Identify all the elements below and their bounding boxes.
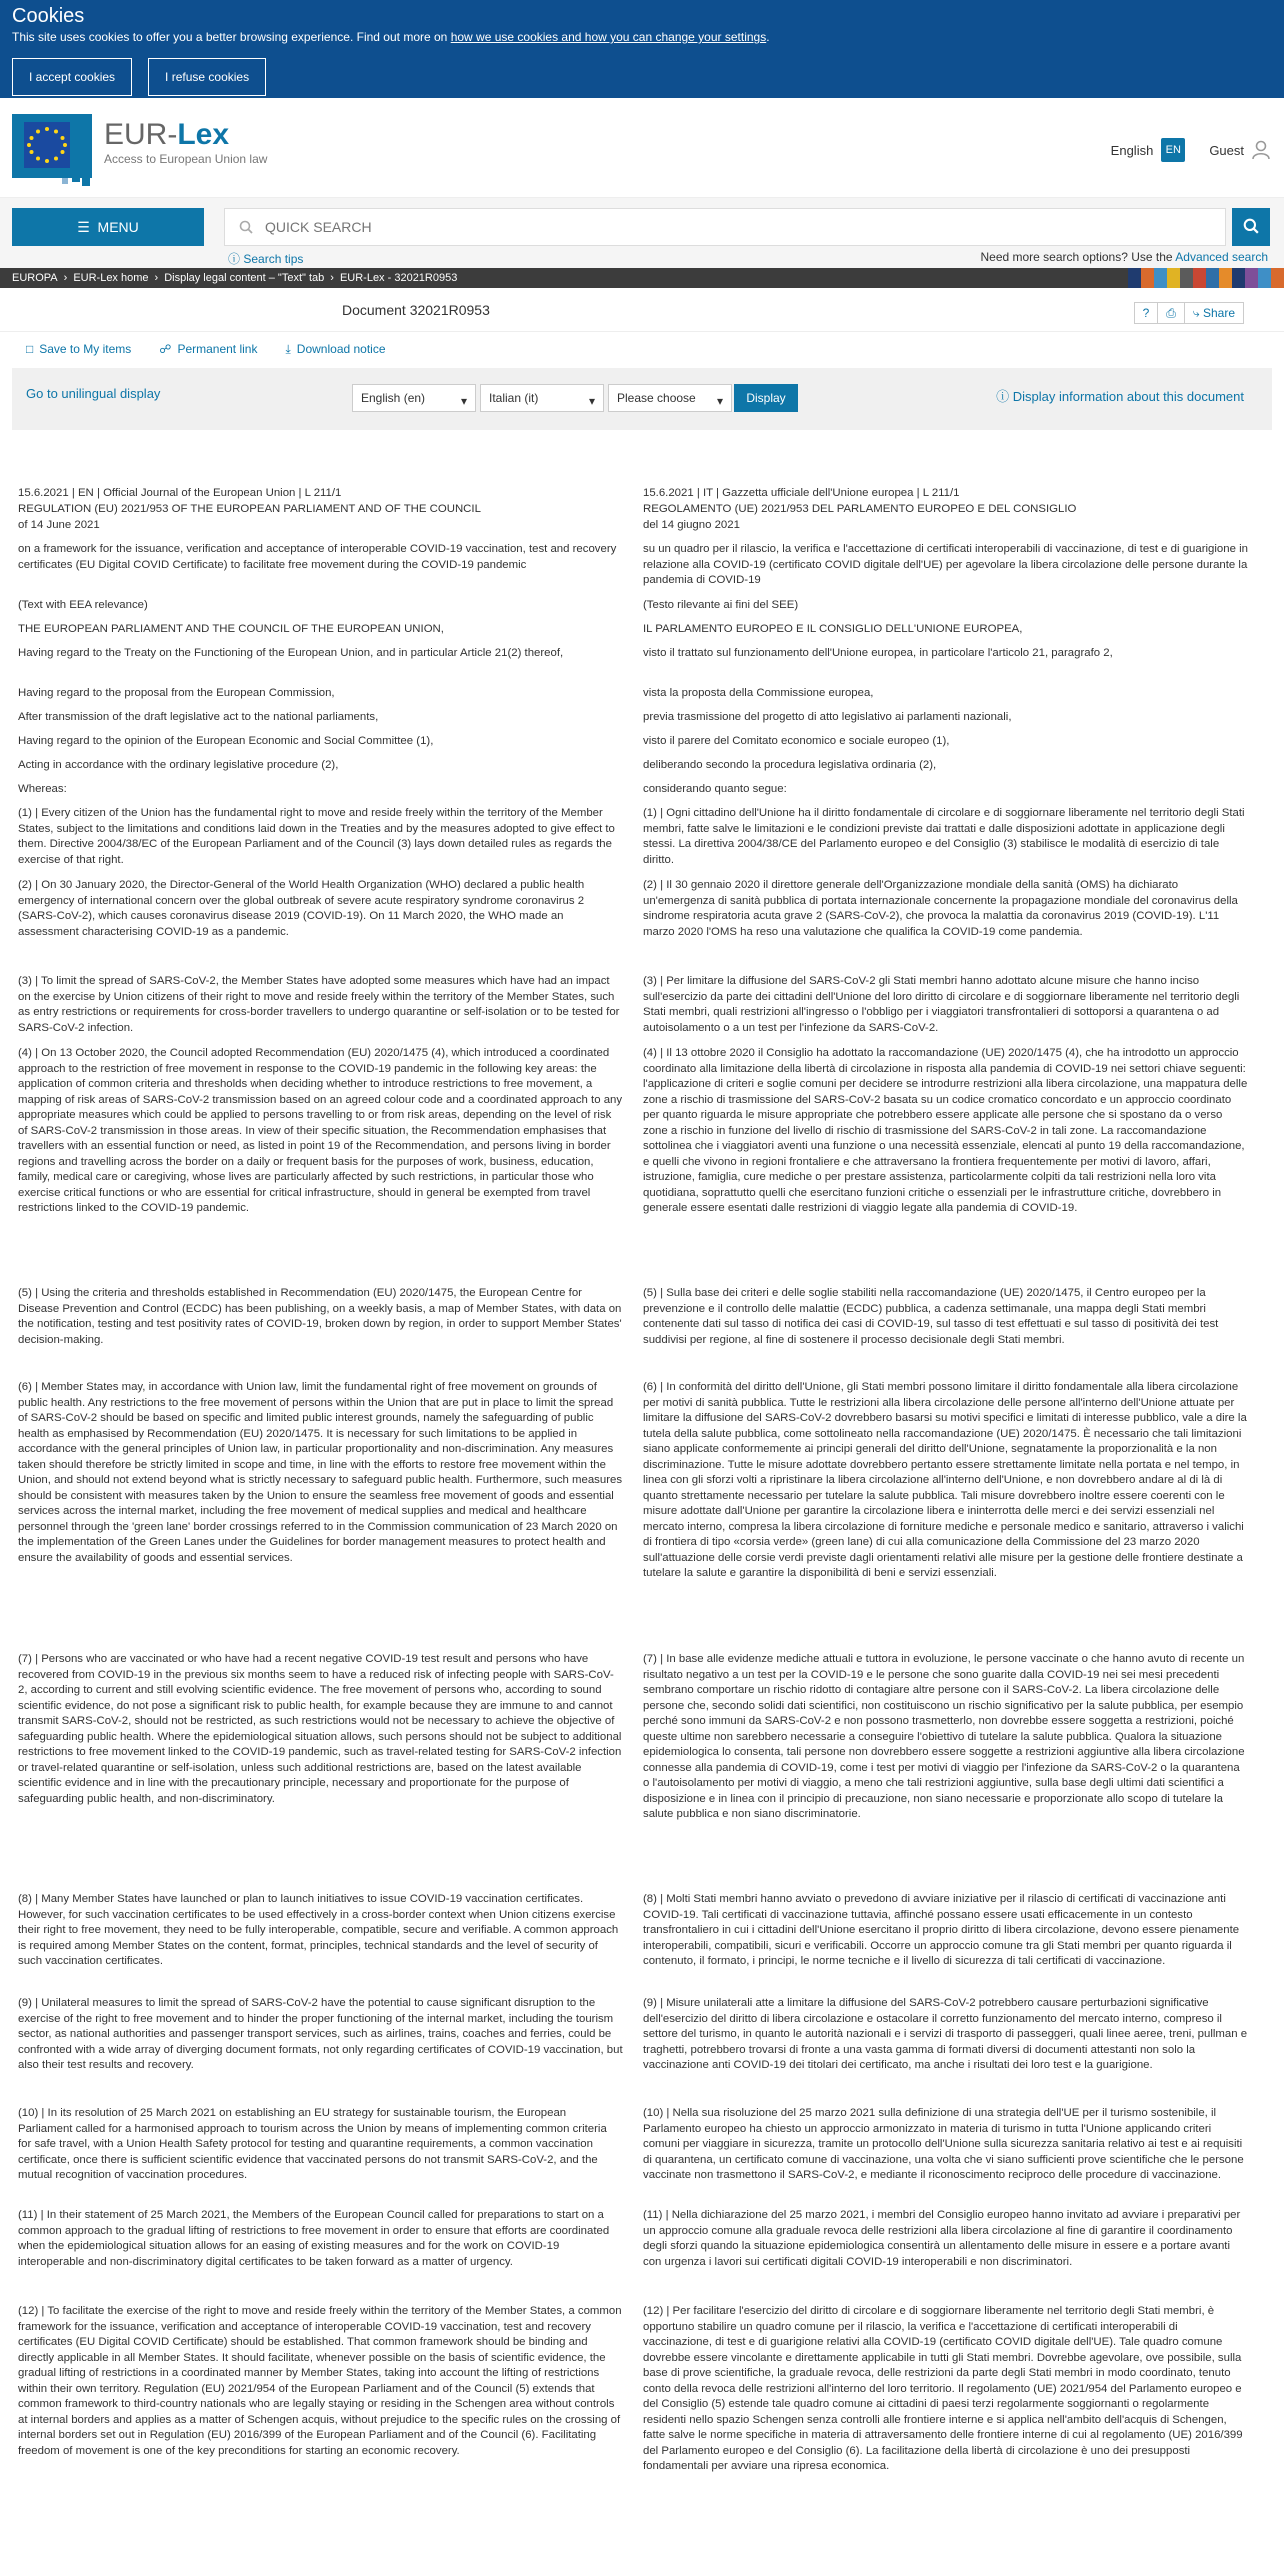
cookie-policy-link[interactable]: how we use cookies and how you can change your settings bbox=[450, 30, 767, 44]
print-icon: ⎙ bbox=[1166, 305, 1176, 320]
download-icon: ⤓ bbox=[285, 341, 291, 356]
eea-relevance-it: (Testo rilevante ai fini del SEE) bbox=[643, 599, 799, 611]
document-actions bbox=[0, 332, 1284, 366]
regulation-subject-it: su un quadro per il rilascio, la verifica e l'accettazione di certificati interoperabili di vaccinazione, di test e di guarigione in relazione alla COVID-19 (certificato COVID digitale dell'UE) per agevolare la libera circolazione delle persone durante la pandemia di COVID-19 bbox=[643, 543, 1248, 586]
recital-en: (10) | In its resolution of 25 March 2021 on establishing an EU strategy for sustainable tourism, the European Parliament called for a harmonised approach to tourism across the Union by means of implementing common criteria for safe travel, with a Union Health Safety protocol for testing and quarantine requirements, a common vaccination certificate, once there is sufficient scientific evidence that vaccinated persons do not transmit SARS-CoV-2, and the mutual recognition of vaccination procedures. bbox=[18, 2107, 607, 2181]
print-button[interactable] bbox=[1158, 302, 1185, 324]
refuse-cookies-button[interactable]: I refuse cookies bbox=[148, 58, 266, 96]
recital-it: (6) | In conformità del diritto dell'Unione, gli Stati membri possono limitare il diritto fondamentale alla libera circolazione per motivi di sanità pubblica. Tutte le restrizioni alla libera circolazione delle persone all'interno dell'Unione attuate per limitare la diffusione del SARS-CoV-2 dovrebbero basarsi su motivi specifici e limitati di interesse pubblico, vale a dire la tutela della salute pubblica, come sottolineato nella raccomandazione (UE) 2020/1475. È necessario che tali limitazioni siano applicate conformemente ai principi generali del diritto dell'Unione, segnatamente la proporzionalità e la non discriminazione. Tutte le misure adottate dovrebbero pertanto essere strettamente limitate nella portata e nel tempo, in linea con gli sforzi volti a ripristinare la libera circolazione all'interno dell'Unione, e non dovrebbero andare al di là di quanto strettamente necessario per tutelare la salute pubblica. Tali misure dovrebbero inoltre essere coerenti con le misure adottate dall'Unione per garantire la circolazione libera e ininterrotta delle merci e dei servizi essenziali nel mercato interno, compresa la libera circolazione di forniture mediche e personale medico e sanitario, attraverso i valichi di frontiera di tipo «corsia verde» (green lane) di cui alla comunicazione della Commissione del 23 marzo 2020 sull'attuazione delle corsie verdi previste dagli orientamenti relativi alle misure per la gestione delle frontiere destinate a tutelare la salute e garantire la disponibilità di beni e servizi essenziali. bbox=[643, 1381, 1247, 1579]
breadcrumb-item[interactable]: EUR-Lex home bbox=[73, 272, 149, 284]
regulation-title-it: REGOLAMENTO (UE) 2021/953 DEL PARLAMENTO EUROPEO E DEL CONSIGLIO bbox=[643, 503, 1077, 515]
info-icon: ⓘ bbox=[996, 389, 1010, 404]
cookie-banner bbox=[0, 0, 1284, 98]
language-code-badge[interactable]: EN bbox=[1161, 138, 1185, 162]
recital-en: (12) | To facilitate the exercise of the right to move and reside freely within the territory of the Member States, a common framework for the issuance, verification and acceptance of interoperable COVID-19 vaccination, test and recovery certificates (EU Digital COVID Certificate) should be established. That common framework should be binding and directly applicable in all Member States. It should facilitate, whenever possible on the basis of scientific evidence, the gradual lifting of restrictions in a coordinated manner by Member States, taking into account the lifting of restrictions within their own territory. Regulation (EU) 2021/954 of the European Parliament and of the Council (5) extends that common framework to third-country nationals who are legally staying or residing in the Schengen area without controls at internal borders and applies as a matter of Schengen acquis, without prejudice to the specific rules on the crossing of internal borders set out in Regulation (EU) 2016/399 of the European Parliament and of the Council (6). Facilitating freedom of movement is one of the key preconditions for starting an economic recovery. bbox=[18, 2305, 622, 2457]
recital-it: (5) | Sulla base dei criteri e delle soglie stabiliti nella raccomandazione (UE) 2020/1475, il Centro europeo per la prevenzione e il controllo delle malattie (ECDC) pubblica, a cadenza settimanale, una mappa degli Stati membri contenente dati sul tasso di notifica dei casi di COVID-19, sul tasso di test effettuati e sul tasso di positività dei test suddivisi per regione, al fine di sostenere il processo decisionale degli Stati membri. bbox=[643, 1287, 1219, 1346]
user-label[interactable]: Guest bbox=[1209, 142, 1244, 158]
oj-header-en: 15.6.2021 | EN | Official Journal of the European Union | L 211/1 bbox=[18, 487, 342, 499]
recital-en: (9) | Unilateral measures to limit the spread of SARS-CoV-2 have the potential to cause significant disruption to the exercise of the right to free movement and to hinder the proper functioning of the internal market, including the tourism sector, as national authorities and passenger transport services, such as airlines, trains, coaches and ferries, could be confronted with a wide array of diverging document formats, not only regarding certificates of COVID-19 vaccination, but also their test results and recovery. bbox=[18, 1997, 623, 2071]
citation-en: Having regard to the Treaty on the Functioning of the European Union, and in particular Article 21(2) thereof, bbox=[18, 647, 564, 659]
cookie-text: This site uses cookies to offer you a better browsing experience. Find out more on how we use cookies and how you can change your settings. bbox=[12, 30, 770, 44]
citation-en: Having regard to the opinion of the European Economic and Social Committee (1), bbox=[18, 735, 434, 747]
display-button[interactable]: Display bbox=[734, 384, 798, 412]
accept-cookies-button[interactable]: I accept cookies bbox=[12, 58, 132, 96]
regulation-date-it: del 14 giugno 2021 bbox=[643, 519, 740, 531]
permanent-link[interactable]: ☍ Permanent link bbox=[159, 342, 258, 356]
recital-en: (11) | In their statement of 25 March 2021, the Members of the European Council called for preparations to start on a common approach to the gradual lifting of restrictions to free movement in order to ensure that efforts are coordinated when the epidemiological situation allows for an easing of existing measures and for the work on COVID-19 interoperable and non-discriminatory digital certificates to be taken forward as a matter of urgency. bbox=[18, 2209, 610, 2268]
citation-it: deliberando secondo la procedura legislativa ordinaria (2), bbox=[643, 759, 937, 771]
bilingual-document-text bbox=[18, 486, 1268, 2524]
document-info-link[interactable]: ⓘ Display information about this document bbox=[996, 389, 1244, 404]
search-toolbar bbox=[0, 198, 1284, 268]
more-search-options: Need more search options? Use the Advanced search bbox=[980, 250, 1268, 264]
regulation-date-en: of 14 June 2021 bbox=[18, 519, 100, 531]
brand-name: EUR-Lex bbox=[104, 118, 230, 151]
menu-button[interactable]: ☰ MENU bbox=[12, 208, 204, 246]
user-icon[interactable] bbox=[1252, 140, 1270, 160]
recital-en: (1) | Every citizen of the Union has the fundamental right to move and reside freely within the territory of the Member States, subject to the limitations and conditions laid down in the Treaties and by the measures adopted to give effect to them. Directive 2004/38/EC of the European Parliament and of the Council (3) lays down detailed rules as regards the exercise of that right. bbox=[18, 807, 615, 866]
share-button[interactable]: ⤷ Share bbox=[1185, 302, 1244, 324]
recital-en: (7) | Persons who are vaccinated or who have had a recent negative COVID-19 test result and persons who have recovered from COVID-19 in the previous six months seem to have a reduced risk of infecting people with SARS-CoV-2, according to current and still evolving scientific evidence. The free movement of persons who, according to sound scientific evidence, do not pose a significant risk to public health, for example because they are immune to and cannot transmit SARS-CoV-2, should not be restricted, as such restrictions would not be necessary to achieve the objective of safeguarding public health. Where the epidemiological situation allows, such persons should not be subject to additional restrictions to free movement linked to the COVID-19 pandemic, such as travel-related testing for SARS-CoV-2 infection or travel-related quarantine or self-isolation, unless such additional restrictions are, based on the latest available scientific evidence and in line with the precautionary principle, necessary and proportionate for the purpose of safeguarding public health, and non-discriminatory. bbox=[18, 1653, 622, 1805]
save-to-my-items-link[interactable]: □ Save to My items bbox=[26, 342, 132, 356]
brand[interactable] bbox=[104, 118, 267, 166]
recital-en: (6) | Member States may, in accordance with Union law, limit the fundamental right of free movement on grounds of public health. Any restrictions to the free movement of persons within the Union that are put in place to limit the spread of SARS-CoV-2 should be based on specific and limited public interest grounds, namely the safeguarding of public health as emphasised by Recommendation (EU) 2020/1475. It is necessary for such limitations to be applied in accordance with the general principles of Union law, in particular proportionality and non-discrimination. Any measures taken should therefore be strictly limited in scope and time, in line with the efforts to restore free movement within the Union, and should not extend beyond what is strictly necessary to safeguard public health. Furthermore, such measures should be consistent with measures taken by the Union to ensure the seamless free movement of goods and essential services across the internal market, including the free movement of medical supplies and medical and healthcare personnel through the 'green lane' border crossings referred to in the Commission communication of 23 March 2020 on the implementation of the Green Lanes under the Guidelines for border management measures to protect health and ensure the availability of goods and essential services. bbox=[18, 1381, 623, 1564]
site-header bbox=[0, 98, 1284, 198]
language-select-3[interactable]: Please choose ▾ bbox=[608, 384, 732, 412]
recital-en: (4) | On 13 October 2020, the Council adopted Recommendation (EU) 2020/1475 (4), which introduced a coordinated approach to the restriction of free movement in response to the COVID-19 pandemic in the following key areas: the application of common criteria and thresholds when deciding whether to introduce restrictions to free movement, a mapping of risk areas of SARS-CoV-2 transmission based on an agreed colour code and a coordinated approach to any appropriate measures which could be applied to persons travelling to or from risk areas, depending on the level of risk of SARS-CoV-2 transmission in those areas. In view of their specific situation, the Recommendation emphasises that travellers with an essential function or need, as listed in point 19 of the Recommendation, and persons living in border regions and travelling across the border on a daily or frequent basis for the purposes of work, business, education, family, medical care or caregiving, whose lives are particularly affected by such restrictions, in particular those who exercise critical functions or who are essential for critical infrastructure, should in general be exempted from travel restrictions linked to the COVID-19 pandemic. bbox=[18, 1047, 623, 1214]
recital-it: (1) | Ogni cittadino dell'Unione ha il diritto fondamentale di circolare e di soggiornare liberamente nel territorio degli Stati membri, fatte salve le limitazioni e le condizioni previste dai trattati e dalle disposizioni adottate in applicazione degli stessi. La direttiva 2004/38/CE del Parlamento europeo e del Consiglio (3) stabilisce le modalità di esercizio di tale diritto. bbox=[643, 807, 1245, 866]
recital-it: (7) | In base alle evidenze mediche attuali e tuttora in evoluzione, le persone vaccinate o che hanno avuto di recente un risultato negativo a un test per la COVID-19 e le persone che sono guarite dalla COVID-19 nei sei mesi precedenti sembrano comportare un rischio ridotto di contagiare altre persone con il SARS-CoV-2. La libera circolazione delle persone che, secondo solidi dati scientifici, non costituiscono un rischio significativo per la salute pubblica, per esempio perché sono immuni da SARS-CoV-2 e non possono trasmetterlo, non dovrebbe essere soggetta a restrizioni, poiché queste ultime non sarebbero necessarie a conseguire l'obiettivo di tutelare la salute pubblica. Qualora la situazione epidemiologica lo consenta, tali persone non dovrebbero essere soggette a restrizioni aggiuntive alla libera circolazione connesse alla pandemia di COVID-19, come i test per motivi di viaggio per l'infezione da SARS-CoV-2 o la quarantena o l'autoisolamento per motivi di viaggio, a meno che tali restrizioni aggiuntive, sulla base degli ultimi dati scientifici a disposizione e in linea con il principio di precauzione, non siano necessarie e proporzionate allo scopo di tutelare la salute pubblica e non siano discriminatorie. bbox=[643, 1653, 1245, 1820]
document-title: Document 32021R0953 bbox=[342, 302, 490, 318]
recital-it: (2) | Il 30 gennaio 2020 il direttore generale dell'Organizzazione mondiale della sanità (OMS) ha dichiarato un'emergenza di sanità pubblica di portata internazionale concernente la propagazione mondiale del coronavirus della sindrome respiratoria acuta grave 2 (SARS-CoV-2), che provoca la malattia da coronavirus 2019 (COVID-19). L'11 marzo 2020 l'OMS ha reso una valutazione che qualifica la COVID-19 come pandemia. bbox=[643, 879, 1238, 938]
search-icon bbox=[239, 220, 253, 234]
preamble-it: IL PARLAMENTO EUROPEO E IL CONSIGLIO DELL'UNIONE EUROPEA, bbox=[643, 623, 1023, 635]
citation-it: previa trasmissione del progetto di atto legislativo ai parlamenti nazionali, bbox=[643, 711, 1012, 723]
regulation-subject-en: on a framework for the issuance, verification and acceptance of interoperable COVID-19 vaccination, test and recovery certificates (EU Digital COVID Certificate) to facilitate free movement during the COVID-19 pandemic bbox=[18, 543, 617, 571]
preamble-en: THE EUROPEAN PARLIAMENT AND THE COUNCIL OF THE EUROPEAN UNION, bbox=[18, 623, 444, 635]
recital-it: (4) | Il 13 ottobre 2020 il Consiglio ha adottato la raccomandazione (UE) 2020/1475 (4), che ha introdotto un approccio coordinato alla limitazione della libertà di circolazione in risposta alla pandemia di COVID-19 nei settori chiave seguenti: l'applicazione di criteri e soglie comuni per decidere se introdurre restrizioni alla libera circolazione, una mappatura delle zone a rischio di trasmissione del SARS-CoV-2 basata su un codice cromatico concordato e un approccio coordinato per quanto riguarda le misure appropriate che potrebbero essere applicate alle persone che si spostano da o verso zone a rischio in funzione del livello di rischio di trasmissione del SARS-CoV-2 in tali zone. La raccomandazione sottolinea che i viaggiatori aventi una funzione o una necessità essenziale, elencati al punto 19 della raccomandazione, e quelli che vivono in regioni frontaliere e che attraversano la frontiera frequentemente per motivi di lavoro, affari, istruzione, famiglia, cure mediche o per prestare assistenza, particolarmente colpiti da tali restrizioni nella loro vita quotidiana, soprattutto quelli che esercitano funzioni critiche o essenziali per le infrastrutture critiche, dovrebbero in generale essere esentati dalle restrizioni di viaggio legate alla pandemia di COVID-19. bbox=[643, 1047, 1248, 1214]
quick-search-box[interactable] bbox=[224, 208, 1226, 246]
search-submit-button[interactable] bbox=[1232, 208, 1270, 246]
breadcrumb-item: EUR-Lex - 32021R0953 bbox=[339, 272, 458, 284]
regulation-title-en: REGULATION (EU) 2021/953 OF THE EUROPEAN PARLIAMENT AND OF THE COUNCIL bbox=[18, 503, 481, 515]
quick-search-input[interactable] bbox=[265, 219, 1165, 235]
recital-it: (11) | Nella dichiarazione del 25 marzo 2021, i membri del Consiglio europeo hanno invitato ad avviare i preparativi per un approccio comune alla graduale revoca delle restrizioni alla libera circolazione al fine di garantire il coordinamento degli sforzi quando la situazione epidemiologica consentirà un allentamento delle misure in essere e a portare avanti con urgenza i lavori sui certificati digitali COVID-19 interoperabili e non discriminatori. bbox=[643, 2209, 1241, 2268]
oj-header-it: 15.6.2021 | IT | Gazzetta ufficiale dell'Unione europea | L 211/1 bbox=[643, 487, 960, 499]
citation-it: visto il parere del Comitato economico e sociale europeo (1), bbox=[643, 735, 950, 747]
breadcrumb-item[interactable]: Display legal content – "Text" tab bbox=[164, 272, 325, 284]
language-selector[interactable]: English bbox=[1110, 142, 1154, 158]
display-options-bar bbox=[12, 368, 1272, 430]
language-select-1[interactable]: English (en) ▾ bbox=[352, 384, 476, 412]
advanced-search-link[interactable]: Advanced search bbox=[1175, 250, 1268, 264]
citation-en: After transmission of the draft legislative act to the national parliaments, bbox=[18, 711, 379, 723]
recital-en: (2) | On 30 January 2020, the Director-General of the World Health Organization (WHO) declared a public health emergency of international concern over the global outbreak of severe acute respiratory syndrome coronavirus 2 (SARS-CoV-2), which causes coronavirus disease 2019 (COVID-19). On 11 March 2020, the WHO made an assessment characterising COVID-19 as a pandemic. bbox=[18, 879, 585, 938]
citation-en: Having regard to the proposal from the European Commission, bbox=[18, 687, 335, 699]
hamburger-icon: ☰ bbox=[77, 218, 90, 235]
whereas-en: Whereas: bbox=[18, 783, 67, 795]
citation-it: vista la proposta della Commissione europea, bbox=[643, 687, 874, 699]
help-button[interactable]: ? bbox=[1134, 302, 1159, 324]
search-tips-link[interactable]: ⓘ Search tips bbox=[228, 252, 304, 266]
save-icon: □ bbox=[26, 342, 34, 356]
recital-it: (12) | Per facilitare l'esercizio del diritto di circolare e di soggiornare liberamente nel territorio degli Stati membri, è opportuno stabilire un quadro comune per il rilascio, la verifica e l'accettazione di certificati interoperabili di vaccinazione, di test e di guarigione relativi alla COVID-19 (certificato COVID digitale dell'UE). Tale quadro comune dovrebbe essere vincolante e direttamente applicabile in tutti gli Stati membri. Dovrebbe agevolare, ove possibile, sulla base di prove scientifiche, la graduale revoca, delle restrizioni da parte degli Stati membri in modo coordinato, tenuto conto della revoca delle restrizioni all'interno del loro territorio. Il regolamento (UE) 2021/954 del Parlamento europeo e del Consiglio (5) estende tale quadro comune ai cittadini di paesi terzi regolarmente soggiornanti o regolarmente residenti nello spazio Schengen senza controlli alle frontiere interne e si applica nell'ambito dell'acquis di Schengen, fatte salve le norme specifiche in materia di attraversamento delle frontiere interne di cui al regolamento (UE) 2016/399 del Parlamento europeo e del Consiglio (6). La facilitazione della libertà di circolazione è uno dei presupposti fondamentali per avviare una ripresa economica. bbox=[643, 2305, 1243, 2472]
recital-en: (3) | To limit the spread of SARS-CoV-2, the Member States have adopted some measures which have had an impact on the exercise by Union citizens of their right to move and reside freely within the territory of the Member States, such as entry restrictions or requirements for cross-border travellers to undergo quarantine or self-isolation or to be tested for SARS-CoV-2 infection. bbox=[18, 975, 620, 1034]
chevron-down-icon: ▾ bbox=[460, 394, 467, 408]
chevron-down-icon: ▾ bbox=[716, 394, 723, 408]
unilingual-display-link[interactable]: Go to unilingual display bbox=[26, 386, 161, 401]
chevron-down-icon: ▾ bbox=[588, 394, 595, 408]
cookie-title: Cookies bbox=[12, 5, 85, 27]
recital-en: (8) | Many Member States have launched or plan to launch initiatives to issue COVID-19 vaccination certificates. However, for such vaccination certificates to be used effectively in a cross-border context when Union citizens exercise their right to free movement, they need to be fully interoperable, compatible, secure and verifiable. A common approach is required among Member States on the content, format, principles, technical standards and the level of security of such vaccination certificates. bbox=[18, 1893, 619, 1967]
link-icon: ☍ bbox=[159, 342, 172, 356]
breadcrumb: EUROPA › EUR-Lex home › Display legal content – "Text" tab › EUR-Lex - 32021R0953 bbox=[0, 268, 1284, 288]
document-header bbox=[0, 288, 1284, 332]
recital-it: (9) | Misure unilaterali atte a limitare la diffusione del SARS-CoV-2 potrebbero causare perturbazioni significative dell'esercizio del diritto di libera circolazione e ostacolare il corretto funzionamento del mercato interno, compreso il settore del turismo, in quanto le autorità nazionali e i servizi di trasporto di passeggeri, quali linee aeree, treni, pullman e traghetti, potrebbero trovarsi di fronte a una vasta gamma di formati diversi di documenti attestanti non solo la vaccinazione anti COVID-19 dei titolari dei certificato, ma anche i risultati dei loro test e la guarigione. bbox=[643, 1997, 1248, 2071]
brand-tagline: Access to European Union law bbox=[104, 152, 268, 166]
recital-it: (3) | Per limitare la diffusione del SARS-CoV-2 gli Stati membri hanno adottato alcune misure che hanno inciso sull'esercizio da parte dei cittadini dell'Unione del loro diritto di circolare e di soggiornare liberamente nel territorio degli Stati membri, quali restrizioni all'ingresso o l'obbligo per i viaggiatori transfrontalieri di sottoporsi a quarantena o ad autoisolamento o a un test per l'infezione da SARS-CoV-2. bbox=[643, 975, 1240, 1034]
info-icon: ⓘ bbox=[228, 252, 241, 266]
recital-it: (10) | Nella sua risoluzione del 25 marzo 2021 sulla definizione di una strategia dell'UE per il turismo sostenibile, il Parlamento europeo ha chiesto un approccio armonizzato in materia di turismo in tutta l'Unione applicando criteri comuni per viaggiare in sicurezza, tramite un protocollo dell'Unione sulla sicurezza sanitaria relativo ai test e ai requisiti di quarantena, un certificato comune di vaccinazione, una volta che vi siano sufficienti prove scientifiche che le persone vaccinate non trasmettono il SARS-CoV-2, e mediante il riconoscimento reciproco delle procedure di vaccinazione. bbox=[643, 2107, 1244, 2181]
search-icon bbox=[1243, 218, 1259, 234]
eea-relevance-en: (Text with EEA relevance) bbox=[18, 599, 148, 611]
download-notice-link[interactable]: ⤓ Download notice bbox=[285, 341, 386, 356]
decorative-stripes bbox=[1128, 268, 1284, 288]
recital-it: (8) | Molti Stati membri hanno avviato o prevedono di avviare iniziative per il rilascio di certificati di vaccinazione anti COVID-19. Tali certificati di vaccinazione tuttavia, affinché possano essere usati efficacemente in un contesto transfrontaliero in cui i cittadini dell'Unione esercitano il proprio diritto di libera circolazione, devono essere pienamente interoperabili, compatibili, sicuri e verificabili. Occorre un approccio comune tra gli Stati membri per quanto riguarda il contenuto, il formato, i principi, le norme tecniche e il livello di sicurezza di tali certificati di vaccinazione. bbox=[643, 1893, 1240, 1967]
share-icon: ⤷ bbox=[1192, 305, 1200, 320]
eu-flag-logo[interactable] bbox=[12, 114, 98, 188]
whereas-it: considerando quanto segue: bbox=[643, 783, 787, 795]
breadcrumb-item[interactable]: EUROPA bbox=[12, 272, 58, 284]
citation-en: Acting in accordance with the ordinary legislative procedure (2), bbox=[18, 759, 339, 771]
recital-en: (5) | Using the criteria and thresholds established in Recommendation (EU) 2020/1475, the European Centre for Disease Prevention and Control (ECDC) has been publishing, on a weekly basis, a map of Member States, with data on the notification, testing and test positivity rates of COVID-19, broken down by region, in order to support Member States' decision-making. bbox=[18, 1287, 622, 1346]
citation-it: visto il trattato sul funzionamento dell'Unione europea, in particolare l'articolo 21, paragrafo 2, bbox=[643, 647, 1113, 659]
language-select-2[interactable]: Italian (it) ▾ bbox=[480, 384, 604, 412]
